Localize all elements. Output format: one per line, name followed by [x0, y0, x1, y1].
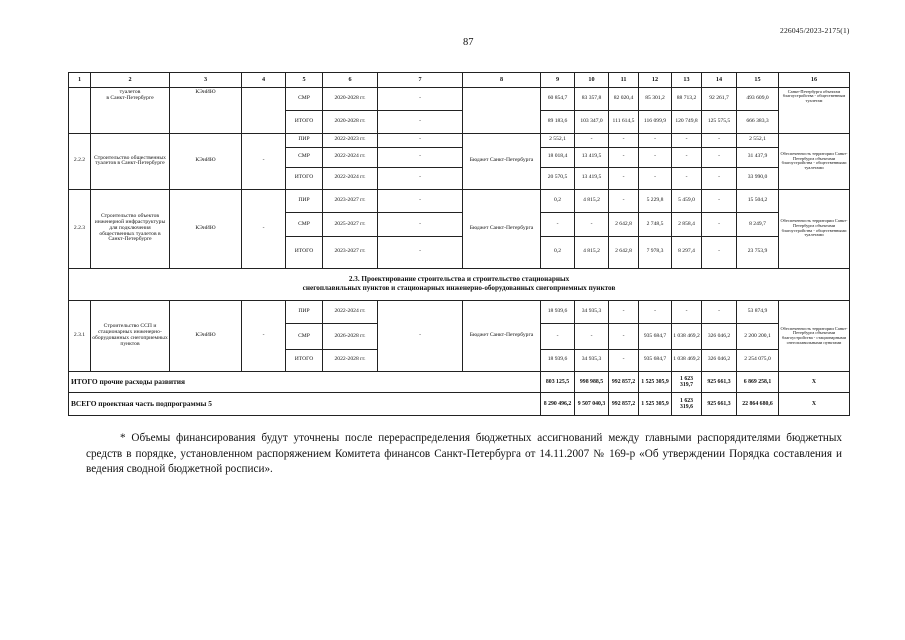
total-value: 992 857,2: [609, 371, 639, 392]
cell-value: 23 753,9: [737, 237, 779, 269]
cell-value: -: [702, 189, 737, 212]
cell-value: 18 939,6: [541, 301, 575, 324]
header-cell: 9: [541, 73, 575, 88]
executor: КЭиИЮ: [170, 301, 242, 371]
table-row: [69, 134, 850, 148]
cell-value: -: [541, 324, 575, 349]
cell-value: 13 419,5: [575, 167, 609, 189]
cell-value: -: [378, 212, 463, 236]
cell-value: 31 437,9: [737, 147, 779, 167]
cell-value: 88 713,2: [672, 87, 702, 110]
cell-empty: [242, 87, 286, 133]
header-cell: 11: [609, 73, 639, 88]
period: 2022-2024 гг.: [323, 301, 378, 324]
total-mark: X: [779, 371, 850, 392]
cell-value: -: [378, 237, 463, 269]
cell-value: 34 935,3: [575, 301, 609, 324]
cell-value: -: [378, 134, 463, 148]
total-value: 925 661,3: [702, 371, 737, 392]
work-type: СМР: [286, 212, 323, 236]
total-value: 998 988,5: [575, 371, 609, 392]
cell-value: 13 419,5: [575, 147, 609, 167]
cell-value: 666 383,3: [737, 110, 779, 133]
work-type: ИТОГО: [286, 349, 323, 371]
total-label: ИТОГО прочие расходы развития: [69, 371, 541, 392]
cell-value: 7 978,3: [639, 237, 672, 269]
cell-value: 60 854,7: [541, 87, 575, 110]
table-row: [69, 87, 850, 110]
funding-source: Бюджет Санкт-Петербурга: [463, 134, 541, 190]
total-value: 992 857,2: [609, 392, 639, 415]
period: 2023-2027 гг.: [323, 237, 378, 269]
total-value: 803 125,5: [541, 371, 575, 392]
work-type: СМР: [286, 147, 323, 167]
total-value: 22 864 680,6: [737, 392, 779, 415]
cell-value: 8 249,7: [737, 212, 779, 236]
header-cell: 15: [737, 73, 779, 88]
cell-value: 2 748,5: [639, 212, 672, 236]
cell-value: -: [378, 110, 463, 133]
header-cell: 6: [323, 73, 378, 88]
total-value: 1 525 305,9: [639, 371, 672, 392]
header-cell: 13: [672, 73, 702, 88]
cell-value: 53 874,9: [737, 301, 779, 324]
period: 2020-2028 гг.: [323, 87, 378, 110]
cell-value: 2 642,8: [609, 237, 639, 269]
header-cell: 14: [702, 73, 737, 88]
work-type: СМР: [286, 324, 323, 349]
section-heading-row: [69, 268, 850, 301]
cell-value: -: [609, 147, 639, 167]
section-heading-line: 2.3. Проектирование строительства и строительство стационарных: [348, 275, 570, 284]
measure-name: туалетов в Санкт-Петербурге: [91, 87, 170, 133]
cell-value: 103 347,0: [575, 110, 609, 133]
total-row: [69, 392, 850, 415]
footnote-text: * Объемы финансирования будут уточнены после перераспределения бюджетных ассигнований между главными распорядителями бюджетных средств в порядке, установленном распоряжением Комитета финансов Санкт-Петербурга от 14.11.2007 № 169-р «Об утверждении Порядка составления и ведения сводной бюджетной росписи».: [86, 432, 842, 475]
row-code: 2.2.3: [69, 189, 91, 268]
cell-value: -: [672, 134, 702, 148]
cell-value: 18 018,4: [541, 147, 575, 167]
executor: КЭиИЮ: [170, 87, 242, 133]
cell-value: -: [672, 147, 702, 167]
indicator-note: Обеспеченность территории Санкт-Петербурга объектами благоустройства - общественными туалетами: [779, 189, 850, 268]
cell-value: -: [609, 324, 639, 349]
cell-value: -: [639, 147, 672, 167]
cell-value: -: [242, 301, 286, 371]
cell-value: -: [672, 167, 702, 189]
total-mark: X: [779, 392, 850, 415]
header-cell: 5: [286, 73, 323, 88]
section-heading: [69, 268, 850, 301]
cell-value: 4 815,2: [575, 189, 609, 212]
header-cell: 4: [242, 73, 286, 88]
indicator-note: Обеспеченность территории Санкт-Петербурга объектами благоустройства - стационарными снегоплавильными пунктами: [779, 301, 850, 371]
cell-value: 83 357,8: [575, 87, 609, 110]
cell-value: 5 459,0: [672, 189, 702, 212]
work-type: ИТОГО: [286, 167, 323, 189]
cell-value: -: [702, 167, 737, 189]
total-value: 1 623 319,6: [672, 392, 702, 415]
cell-value: -: [639, 167, 672, 189]
cell-value: 2 254 075,0: [737, 349, 779, 371]
cell-value: 8 297,4: [672, 237, 702, 269]
cell-value: 18 939,6: [541, 349, 575, 371]
row-code: 2.2.2: [69, 134, 91, 190]
funding-source: Бюджет Санкт-Петербурга: [463, 301, 541, 371]
cell-value: 15 504,2: [737, 189, 779, 212]
section-heading-line: снегоплавильных пунктов и стационарных инженерно-оборудованных снегоприемных пунктов: [302, 284, 616, 293]
cell-value: -: [541, 212, 575, 236]
header-cell: 12: [639, 73, 672, 88]
period: 2022-2023 гг.: [323, 134, 378, 148]
cell-value: 89 183,6: [541, 110, 575, 133]
header-cell: 1: [69, 73, 91, 88]
cell-value: 20 570,5: [541, 167, 575, 189]
cell-value: 116 099,9: [639, 110, 672, 133]
cell-value: 125 575,5: [702, 110, 737, 133]
measure-name: Строительство объектов инженерной инфраструктуры для подключения общественных туалетов в Санкт-Петербурге: [91, 189, 170, 268]
header-cell: 2: [91, 73, 170, 88]
total-value: 9 507 040,3: [575, 392, 609, 415]
cell-value: 2 200 200,1: [737, 324, 779, 349]
total-value: 925 661,3: [702, 392, 737, 415]
cell-value: 33 990,0: [737, 167, 779, 189]
measure-name: Строительство ССП и стационарных инженерно-оборудованных снегоприемных пунктов: [91, 301, 170, 371]
period: 2025-2027 гг.: [323, 212, 378, 236]
cell-value: 2 642,8: [609, 212, 639, 236]
cell-value: -: [378, 189, 463, 212]
table-header-row: [69, 73, 850, 88]
cell-value: -: [378, 147, 463, 167]
footnote: [86, 431, 842, 478]
cell-value: 2 858,4: [672, 212, 702, 236]
total-value: 6 869 258,1: [737, 371, 779, 392]
cell-value: -: [609, 189, 639, 212]
row-code: [69, 87, 91, 133]
cell-value: 2 552,1: [737, 134, 779, 148]
funding-source: [463, 87, 541, 133]
cell-value: 935 684,7: [639, 349, 672, 371]
cell-value: -: [242, 134, 286, 190]
cell-value: 2 552,1: [541, 134, 575, 148]
cell-value: 85 301,2: [639, 87, 672, 110]
cell-value: 935 684,7: [639, 324, 672, 349]
cell-value: -: [575, 212, 609, 236]
period: 2022-2024 гг.: [323, 147, 378, 167]
cell-value: 82 020,4: [609, 87, 639, 110]
cell-value: 4 815,2: [575, 237, 609, 269]
cell-value: 0,2: [541, 189, 575, 212]
cell-value: -: [378, 301, 463, 371]
document-number: 226045/2023-2175(1): [780, 26, 850, 35]
work-type: ПИР: [286, 134, 323, 148]
cell-value: 0,2: [541, 237, 575, 269]
cell-value: 493 609,0: [737, 87, 779, 110]
total-value: 1 525 305,9: [639, 392, 672, 415]
header-cell: 8: [463, 73, 541, 88]
cell-value: 5 229,8: [639, 189, 672, 212]
cell-value: -: [609, 167, 639, 189]
funding-source: Бюджет Санкт-Петербурга: [463, 189, 541, 268]
table-row: [69, 189, 850, 212]
work-type: ПИР: [286, 189, 323, 212]
cell-value: 326 046,2: [702, 324, 737, 349]
header-cell: 3: [170, 73, 242, 88]
cell-value: 326 046,2: [702, 349, 737, 371]
cell-value: 1 038 469,2: [672, 324, 702, 349]
work-type: ИТОГО: [286, 110, 323, 133]
work-type: ПИР: [286, 301, 323, 324]
cell-value: -: [702, 147, 737, 167]
cell-value: -: [702, 134, 737, 148]
work-type: ИТОГО: [286, 237, 323, 269]
executor: КЭиИЮ: [170, 189, 242, 268]
header-cell: 10: [575, 73, 609, 88]
cell-value: -: [639, 301, 672, 324]
cell-value: -: [575, 134, 609, 148]
total-value: 8 290 496,2: [541, 392, 575, 415]
cell-value: -: [575, 324, 609, 349]
cell-value: -: [702, 237, 737, 269]
row-code: 2.3.1: [69, 301, 91, 371]
period: 2026-2028 гг.: [323, 324, 378, 349]
period: 2020-2028 гг.: [323, 110, 378, 133]
indicator-note: Обеспеченность территории Санкт-Петербурга объектами благоустройства - общественными туалетами: [779, 134, 850, 190]
header-cell: 16: [779, 73, 850, 88]
cell-value: 92 261,7: [702, 87, 737, 110]
table-row: [69, 301, 850, 324]
period: 2022-2028 гг.: [323, 349, 378, 371]
cell-value: 111 614,5: [609, 110, 639, 133]
period: 2023-2027 гг.: [323, 189, 378, 212]
page-number: 87: [463, 37, 474, 48]
cell-value: -: [609, 301, 639, 324]
cell-value: -: [702, 301, 737, 324]
cell-value: 1 038 469,2: [672, 349, 702, 371]
cell-value: -: [702, 212, 737, 236]
cell-value: -: [378, 167, 463, 189]
cell-value: 34 935,3: [575, 349, 609, 371]
cell-value: -: [609, 134, 639, 148]
total-label: ВСЕГО проектная часть подпрограммы 5: [69, 392, 541, 415]
total-value: 1 623 319,7: [672, 371, 702, 392]
cell-value: -: [609, 349, 639, 371]
cell-value: -: [672, 301, 702, 324]
cell-value: -: [378, 87, 463, 110]
executor: КЭиИЮ: [170, 134, 242, 190]
cell-value: -: [242, 189, 286, 268]
work-type: СМР: [286, 87, 323, 110]
indicator-note: Санкт-Петербурга объектам благоустройства - общественным туалетам: [779, 87, 850, 133]
cell-value: 120 749,8: [672, 110, 702, 133]
measure-name: Строительство общественных туалетов в Санкт-Петербурге: [91, 134, 170, 190]
total-row: [69, 371, 850, 392]
cell-value: -: [639, 134, 672, 148]
header-cell: 7: [378, 73, 463, 88]
financing-table: [68, 72, 850, 416]
period: 2022-2024 гг.: [323, 167, 378, 189]
